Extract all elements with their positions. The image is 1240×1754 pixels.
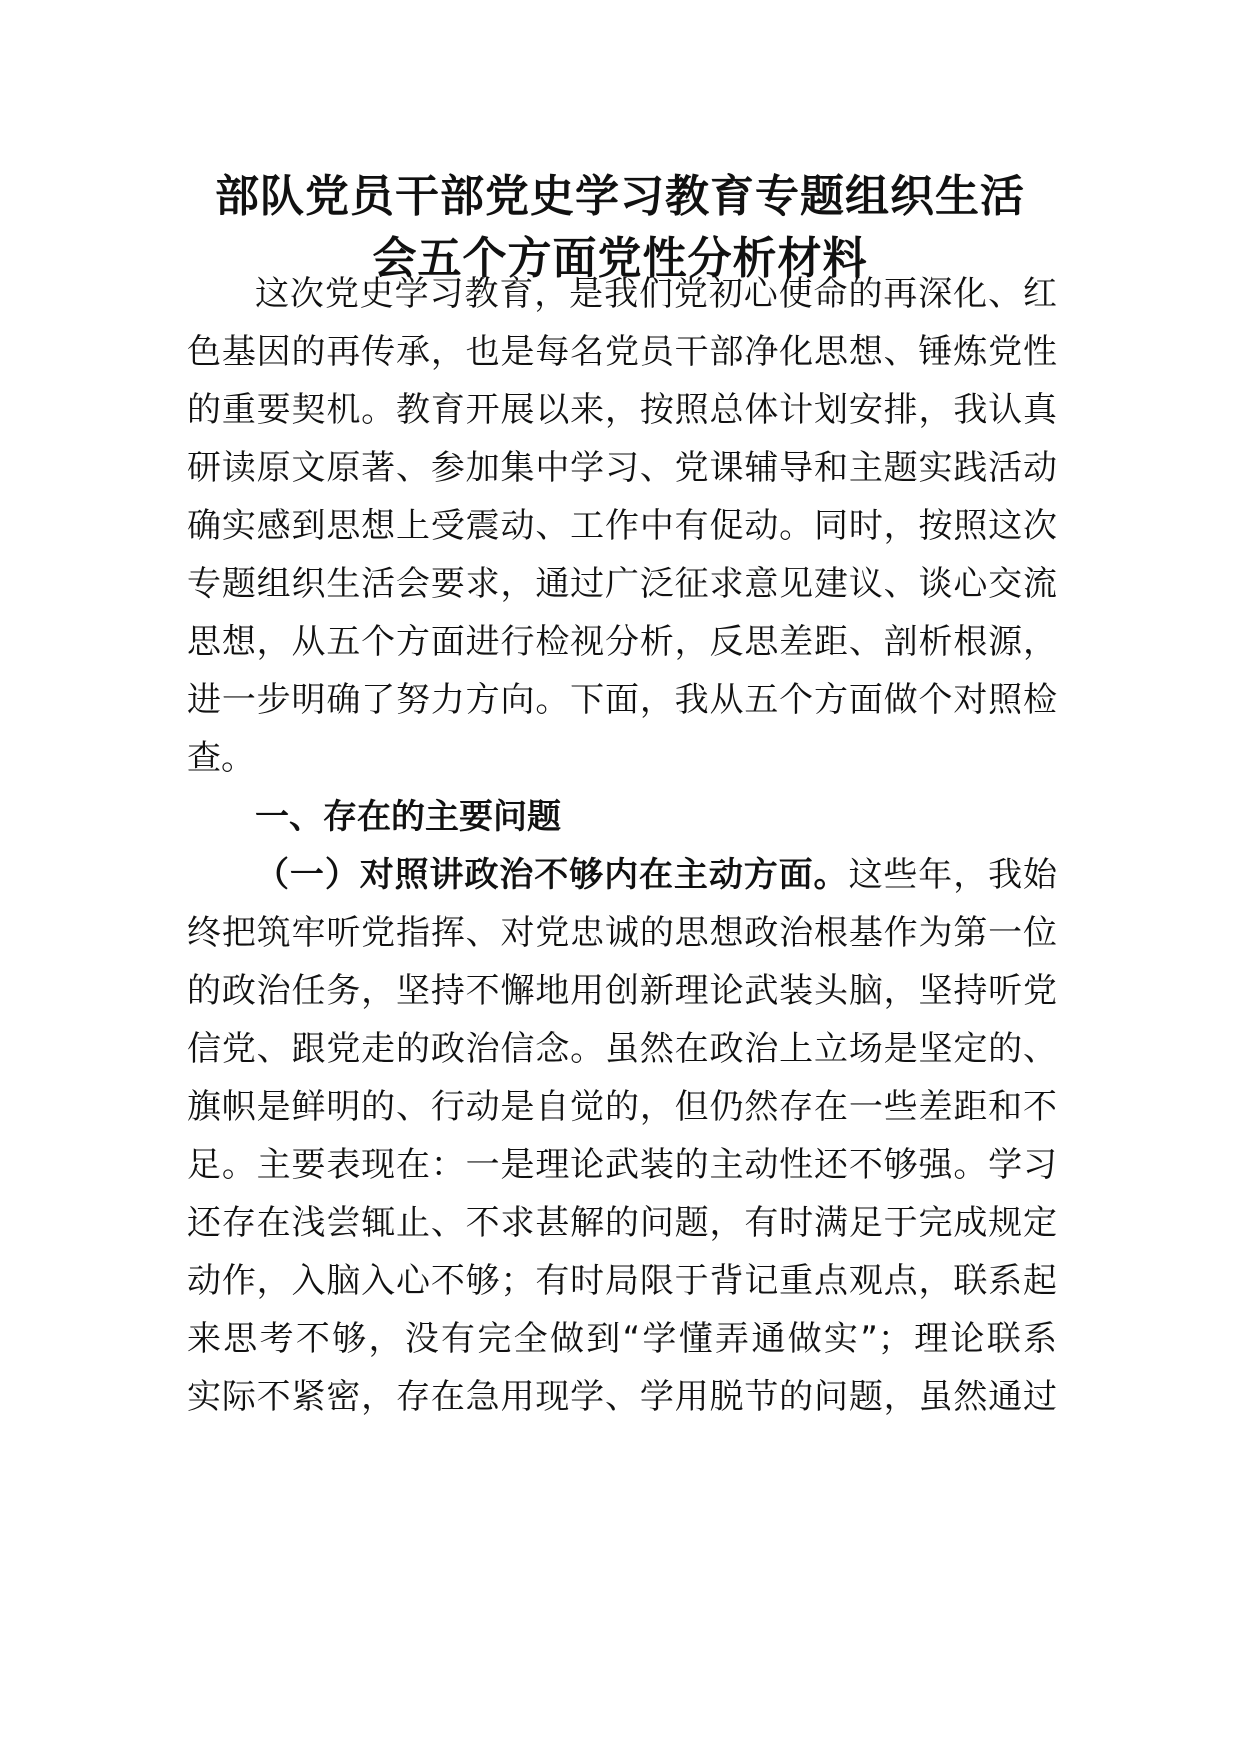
- paragraph-1-line: 进一步明确了努力方向。下面，我从五个方面做个对照检: [187, 680, 1057, 720]
- title-line-1: 部队党员干部党史学习教育专题组织生活: [215, 171, 1025, 222]
- subsection-1-line: 的政治任务，坚持不懈地用创新理论武装头脑，坚持听党: [187, 971, 1057, 1011]
- subsection-1-line: 动作，入脑入心不够；有时局限于背记重点观点，联系起: [187, 1261, 1057, 1301]
- paragraph-1-line: 思想，从五个方面进行检视分析，反思差距、剖析根源，: [187, 622, 1057, 662]
- paragraph-1-line: 色基因的再传承，也是每名党员干部净化思想、锤炼党性: [187, 332, 1057, 372]
- subsection-1-first-line: [255, 843, 1057, 907]
- paragraph-1-line: 查。: [187, 738, 255, 778]
- title-line-2: 会五个方面党性分析材料: [372, 233, 868, 284]
- subsection-1-line: 实际不紧密，存在急用现学、学用脱节的问题，虽然通过: [187, 1377, 1057, 1417]
- subsection-1-line: 旗帜是鲜明的、行动是自觉的，但仍然存在一些差距和不: [187, 1087, 1057, 1127]
- paragraph-1-line: 专题组织生活会要求，通过广泛征求意见建议、谈心交流: [187, 564, 1057, 604]
- subsection-1-line: 终把筑牢听党指挥、对党忠诚的思想政治根基作为第一位: [187, 913, 1057, 953]
- paragraph-1-line: 研读原文原著、参加集中学习、党课辅导和主题实践活动: [187, 448, 1057, 488]
- paragraph-1-line: 的重要契机。教育开展以来，按照总体计划安排，我认真: [187, 390, 1057, 430]
- subsection-1-first-line-text: 这些年，我始: [848, 855, 1057, 895]
- paragraph-1-line: 这次党史学习教育，是我们党初心使命的再深化、红: [255, 274, 1057, 314]
- subsection-1-line: 足。主要表现在：一是理论武装的主动性还不够强。学习: [187, 1145, 1057, 1185]
- subsection-1-line: 还存在浅尝辄止、不求甚解的问题，有时满足于完成规定: [187, 1203, 1057, 1243]
- section-heading: 一、存在的主要问题: [255, 797, 561, 837]
- subsection-1-heading: （一）对照讲政治不够内在主动方面。: [255, 855, 849, 895]
- paragraph-1-line: 确实感到思想上受震动、工作中有促动。同时，按照这次: [187, 506, 1057, 546]
- subsection-1-line: 信党、跟党走的政治信念。虽然在政治上立场是坚定的、: [187, 1029, 1057, 1069]
- subsection-1-line: 来思考不够，没有完全做到“学懂弄通做实”；理论联系: [187, 1319, 1057, 1359]
